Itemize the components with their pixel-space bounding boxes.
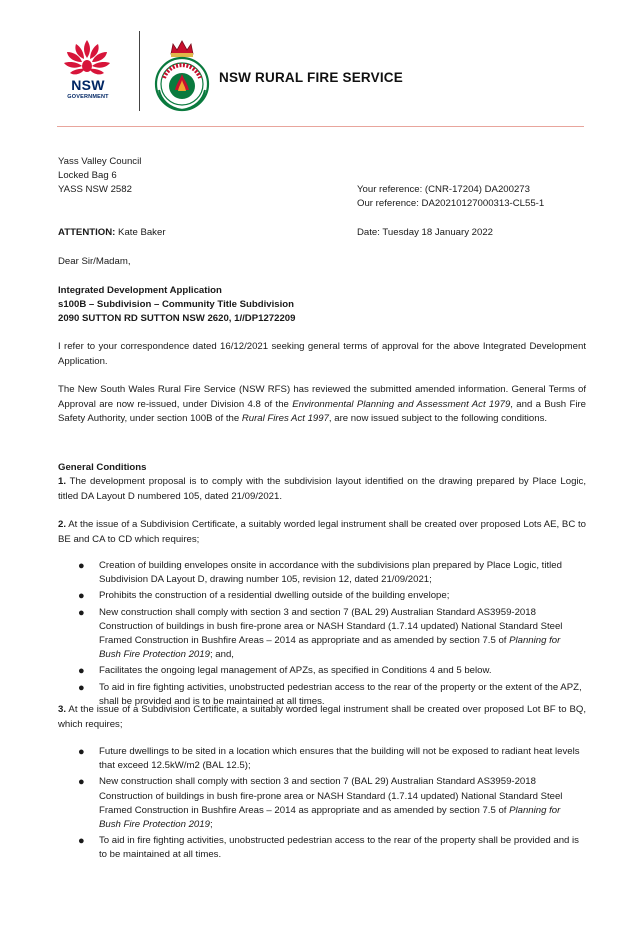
list-item bbox=[78, 589, 583, 603]
bullet-icon: ● bbox=[78, 746, 85, 758]
list-item-italic: Planning for Bush Fire Protection 2019 bbox=[99, 635, 561, 661]
rfs-para-act-1: Environmental Planning and Assessment Act 1979 bbox=[292, 398, 511, 410]
condition-3 bbox=[58, 703, 586, 732]
bullet-icon: ● bbox=[78, 776, 85, 789]
condition-2-number: 2. bbox=[58, 519, 67, 530]
bullet-icon: ● bbox=[78, 665, 85, 678]
condition-3-number: 3. bbox=[58, 704, 67, 715]
your-reference: Your reference: (CNR-17204) DA200273 bbox=[357, 184, 530, 195]
condition-2 bbox=[58, 518, 586, 547]
list-item-text: To aid in fire fighting activities, unobstructed pedestrian access to the rear of the property or the extent of the APZ, shall be provided and is to be maintained at all times. bbox=[99, 681, 582, 707]
list-item-italic: Planning for Bush Fire Protection 2019 bbox=[99, 804, 561, 831]
list-item bbox=[78, 834, 583, 862]
rfs-para-text-1: The New South Wales Rural Fire Service (NSW RFS) has reviewed the submitted amended information. General Terms of Approval are now re-issued, under Division 4.8 of the bbox=[58, 384, 586, 410]
attention-name: Kate Baker bbox=[118, 227, 166, 238]
condition-1 bbox=[58, 475, 586, 504]
header-divider bbox=[139, 31, 140, 111]
address-line-2: Locked Bag 6 bbox=[58, 170, 117, 181]
rfs-para-act-2: Rural Fires Act 1997 bbox=[241, 413, 329, 424]
attention-line bbox=[58, 226, 166, 241]
address-line-3: YASS NSW 2582 bbox=[58, 184, 132, 195]
list-item-text-after: ; bbox=[209, 819, 213, 831]
rfs-para-text-2: , and a Bush Fire Safety Authority, under section 100B of the bbox=[58, 398, 586, 424]
rfs-title: NSW RURAL FIRE SERVICE bbox=[219, 70, 403, 85]
our-reference: Our reference: DA20210127000313-CL55-1 bbox=[357, 198, 545, 209]
list-item bbox=[78, 745, 583, 773]
salutation: Dear Sir/Madam, bbox=[58, 256, 131, 267]
list-item-text: Prohibits the construction of a residential dwelling outside of the building envelope; bbox=[99, 590, 450, 602]
bullet-icon: ● bbox=[78, 835, 85, 848]
intro-paragraph: I refer to your correspondence dated 16/12/2021 seeking general terms of approval for the above Integrated Development Application. bbox=[58, 341, 586, 367]
condition-1-text: The development proposal is to comply with the subdivision layout identified on the drawing prepared by Place Logic, titled DA Layout D numbered 105, dated 21/09/2021. bbox=[58, 476, 586, 502]
condition-2-text: At the issue of a Subdivision Certificate, a suitably worded legal instrument shall be created over proposed Lots AE, BC to BE and CA to CD which requires; bbox=[58, 519, 586, 545]
bullet-icon: ● bbox=[78, 606, 85, 619]
list-item bbox=[78, 606, 583, 663]
list-item-text: New construction shall comply with section 3 and section 7 (BAL 29) Australian Standard AS3959-2018 Construction of buildings in bush fire-prone area or NASH Standard (1.7.14 updated) National Standard Steel Framed Construction in Bushfire Areas – 2014 as appropriate and as amended by section 7.5 of bbox=[99, 606, 563, 647]
subject-line-2: s100B – Subdivision – Community Title Subdivision bbox=[58, 299, 294, 310]
rfs-paragraph bbox=[58, 383, 586, 427]
general-conditions-heading: General Conditions bbox=[58, 462, 147, 473]
condition-3-bullets bbox=[78, 745, 583, 865]
list-item-text: To aid in fire fighting activities, unobstructed pedestrian access to the rear of the property shall be provided and is to be maintained at all times. bbox=[99, 835, 579, 861]
list-item bbox=[78, 775, 583, 832]
list-item-text: New construction shall comply with section 3 and section 7 (BAL 29) Australian Standard AS3959-2018 Construction of buildings in bush fire-prone area or NASH Standard (1.7.14 updated) National Standard Steel Framed Construction in Bushfire Areas – 2014 as appropriate and as amended by section 7.5 of bbox=[99, 776, 563, 816]
list-item-text: Facilitates the ongoing legal management of APZs, as specified in Conditions 4 and 5 below. bbox=[99, 665, 492, 677]
subject-line-1: Integrated Development Application bbox=[58, 285, 222, 296]
condition-3-text: At the issue of a Subdivision Certificate, a suitably worded legal instrument shall be created over proposed Lot BF to BQ, which requires; bbox=[58, 704, 586, 730]
letter-date: Date: Tuesday 18 January 2022 bbox=[357, 227, 494, 238]
subject-line-3: 2090 SUTTON RD SUTTON NSW 2620, 1//DP1272209 bbox=[58, 313, 296, 324]
list-item-text-after: ; and, bbox=[209, 649, 234, 661]
condition-1-number: 1. bbox=[58, 476, 67, 487]
list-item bbox=[78, 664, 583, 678]
bullet-icon: ● bbox=[78, 681, 85, 694]
list-item bbox=[78, 559, 583, 587]
bullet-icon: ● bbox=[78, 560, 85, 572]
attention-label: ATTENTION: bbox=[58, 227, 116, 238]
list-item-text: Future dwellings to be sited in a location which ensures that the building will not be exposed to radiant heat levels that exceed 12.5kW/m2 (BAL 12.5); bbox=[99, 746, 580, 772]
header-rule bbox=[57, 126, 584, 127]
nsw-government-label: GOVERNMENT bbox=[67, 94, 109, 100]
rfs-para-text-3: , are now issued subject to the following conditions. bbox=[328, 413, 548, 424]
address-line-1: Yass Valley Council bbox=[58, 156, 142, 167]
condition-2-bullets bbox=[78, 559, 583, 711]
nsw-wordmark: NSW bbox=[71, 77, 105, 93]
bullet-icon: ● bbox=[78, 590, 85, 603]
rfs-crest-icon bbox=[153, 38, 211, 112]
list-item-text: Creation of building envelopes onsite in accordance with the subdivisions plan prepared by Place Logic, titled Subdivision DA Layout D, drawing number 105, revision 12, dated 21/09/2021; bbox=[99, 560, 562, 586]
